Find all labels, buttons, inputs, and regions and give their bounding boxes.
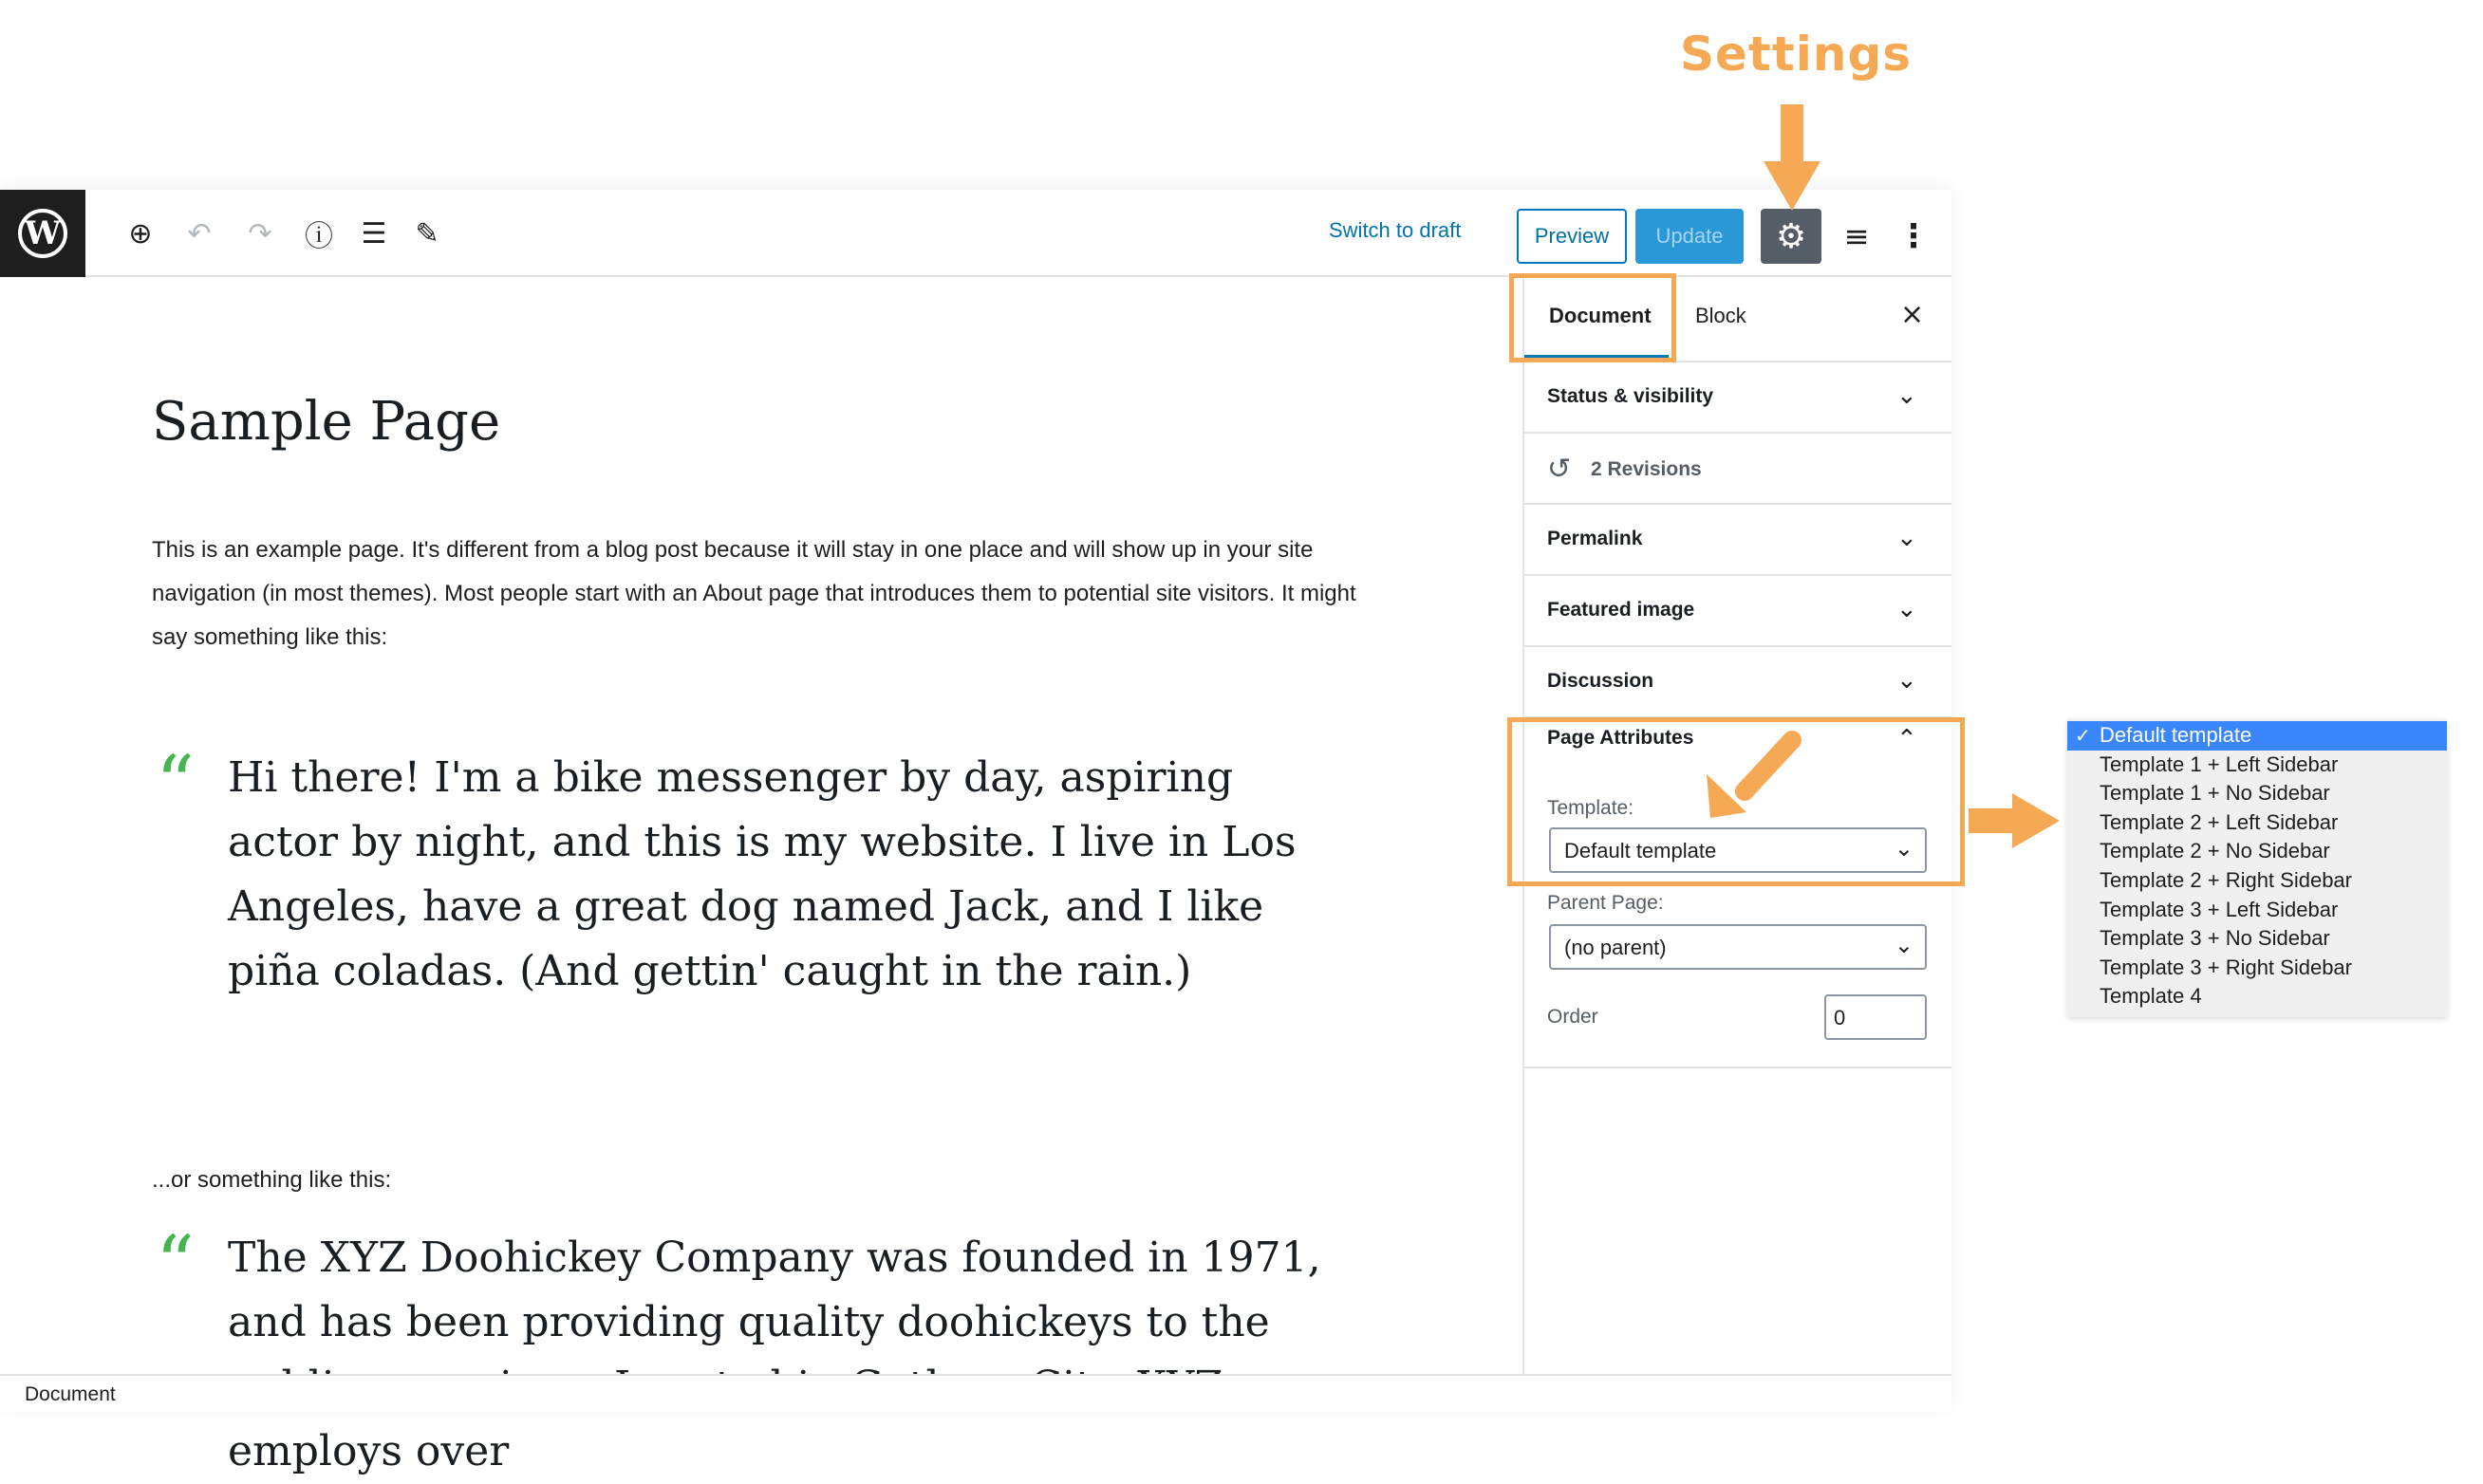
block-navigation-button[interactable] bbox=[1838, 209, 1876, 264]
chevron-down-icon: ⌄ bbox=[1894, 932, 1914, 958]
paragraph-block[interactable]: ...or something like this: bbox=[152, 1167, 392, 1193]
undo-icon[interactable]: ↶ bbox=[187, 216, 212, 250]
arrow-down-shaft bbox=[1781, 104, 1803, 167]
template-option[interactable] bbox=[2067, 837, 2447, 866]
template-dropdown-list bbox=[2067, 719, 2447, 1017]
template-option[interactable] bbox=[2067, 866, 2447, 896]
quote-icon: “ bbox=[156, 1219, 195, 1308]
close-icon[interactable]: × bbox=[1900, 298, 1925, 331]
list-icon[interactable]: ☰ bbox=[361, 216, 387, 250]
tab-block[interactable]: Block bbox=[1695, 304, 1746, 327]
template-option-label: Template 3 + Right Sidebar bbox=[2100, 955, 2352, 979]
settings-button[interactable] bbox=[1761, 209, 1821, 264]
panel-featured-image[interactable] bbox=[1524, 576, 1951, 647]
panel-permalink[interactable] bbox=[1524, 505, 1951, 576]
panel-title: Permalink bbox=[1547, 528, 1643, 549]
template-option-label: Template 2 + No Sidebar bbox=[2100, 839, 2330, 863]
checkmark-icon: ✓ bbox=[2075, 724, 2091, 747]
template-option-label: Template 3 + Left Sidebar bbox=[2100, 897, 2339, 921]
template-select-value: Default template bbox=[1564, 839, 1717, 863]
template-option[interactable] bbox=[2067, 896, 2447, 925]
template-option[interactable] bbox=[2067, 954, 2447, 983]
panel-title: Status & visibility bbox=[1547, 385, 1714, 407]
wordpress-logo[interactable] bbox=[0, 190, 85, 277]
page-title[interactable]: Sample Page bbox=[152, 391, 501, 453]
pencil-icon[interactable]: ✎ bbox=[415, 216, 439, 250]
chevron-down-icon: ⌄ bbox=[1894, 835, 1914, 862]
redo-icon[interactable]: ↷ bbox=[248, 216, 272, 250]
order-input[interactable]: 0 bbox=[1824, 994, 1927, 1040]
template-option[interactable] bbox=[2067, 751, 2447, 780]
status-bar bbox=[0, 1374, 1951, 1412]
panel-title[interactable]: Page Attributes bbox=[1547, 727, 1694, 749]
switch-to-draft-link[interactable]: Switch to draft bbox=[1329, 218, 1462, 242]
parent-page-select-value: (no parent) bbox=[1564, 936, 1667, 959]
template-option[interactable] bbox=[2067, 982, 2447, 1011]
highlight-document-tab bbox=[1509, 273, 1676, 362]
panel-status-visibility[interactable] bbox=[1524, 362, 1951, 434]
quote-icon: “ bbox=[156, 739, 195, 827]
breadcrumb-document[interactable]: Document bbox=[25, 1383, 116, 1405]
template-option-label: Template 2 + Left Sidebar bbox=[2100, 809, 2339, 834]
highlight-template-field bbox=[1507, 717, 1965, 886]
template-option-label: Template 4 bbox=[2100, 984, 2202, 1009]
wordpress-icon: W bbox=[18, 209, 67, 258]
template-option-label: Template 2 + Right Sidebar bbox=[2100, 868, 2352, 892]
template-option-label: Template 1 + Left Sidebar bbox=[2100, 751, 2339, 776]
editor-header bbox=[0, 190, 1951, 277]
parent-page-select[interactable] bbox=[1549, 924, 1927, 970]
update-button[interactable]: Update bbox=[1635, 209, 1744, 264]
template-option[interactable] bbox=[2067, 779, 2447, 808]
template-option[interactable] bbox=[2067, 721, 2447, 751]
chevron-up-icon[interactable]: ⌃ bbox=[1896, 725, 1917, 753]
order-label: Order bbox=[1547, 1006, 1598, 1028]
chevron-down-icon: ⌄ bbox=[1896, 666, 1917, 695]
chevron-down-icon: ⌄ bbox=[1896, 524, 1917, 552]
template-option[interactable] bbox=[2067, 924, 2447, 954]
arrow-right-shaft bbox=[1969, 808, 2018, 833]
more-options-button[interactable] bbox=[1895, 209, 1932, 264]
template-option-label: Template 3 + No Sidebar bbox=[2100, 926, 2330, 951]
menu-icon: ≡ bbox=[1843, 218, 1870, 254]
plus-circle-icon[interactable]: ⊕ bbox=[128, 216, 153, 250]
paragraph-block[interactable]: This is an example page. It's different from a blog post because it will stay in one place and will show up in your site navigation (in most themes). Most people start with an About page that introduces them to potential site visitors. It might say something like this: bbox=[152, 537, 1356, 650]
chevron-down-icon: ⌄ bbox=[1896, 381, 1917, 410]
quote-block[interactable]: Hi there! I'm a bike messenger by day, aspiring actor by night, and this is my website. I live in Los Angeles, have a great dog named Jack, and I like piña coladas. (And gettin' caught in the rain.) bbox=[228, 753, 1297, 995]
arrow-right-head bbox=[2012, 793, 2060, 848]
quote-block[interactable]: The XYZ Doohickey Company was founded in 1971, and has been providing quality doohickeys to the employs over bbox=[228, 1234, 1321, 1475]
tab-document[interactable]: Document bbox=[1549, 304, 1652, 327]
panel-title: Featured image bbox=[1547, 599, 1695, 621]
chevron-down-icon: ⌄ bbox=[1896, 595, 1917, 623]
panel-revisions[interactable] bbox=[1524, 434, 1951, 505]
template-option-label: Template 1 + No Sidebar bbox=[2100, 781, 2330, 806]
vertical-ellipsis-icon: ⋮ bbox=[1897, 217, 1930, 255]
panel-title: Discussion bbox=[1547, 670, 1654, 692]
parent-page-label: Parent Page: bbox=[1547, 892, 1664, 914]
revisions-link: 2 Revisions bbox=[1591, 458, 1702, 480]
history-icon: ↺ bbox=[1547, 453, 1572, 486]
preview-button[interactable]: Preview bbox=[1517, 209, 1627, 264]
info-icon[interactable]: ⓘ bbox=[305, 220, 333, 253]
gear-icon: ⚙ bbox=[1775, 216, 1807, 256]
template-option[interactable] bbox=[2067, 808, 2447, 838]
annotation-settings-label: Settings bbox=[1680, 27, 1913, 82]
template-label: Template: bbox=[1547, 797, 1634, 819]
template-option-label: Default template bbox=[2100, 723, 2252, 747]
